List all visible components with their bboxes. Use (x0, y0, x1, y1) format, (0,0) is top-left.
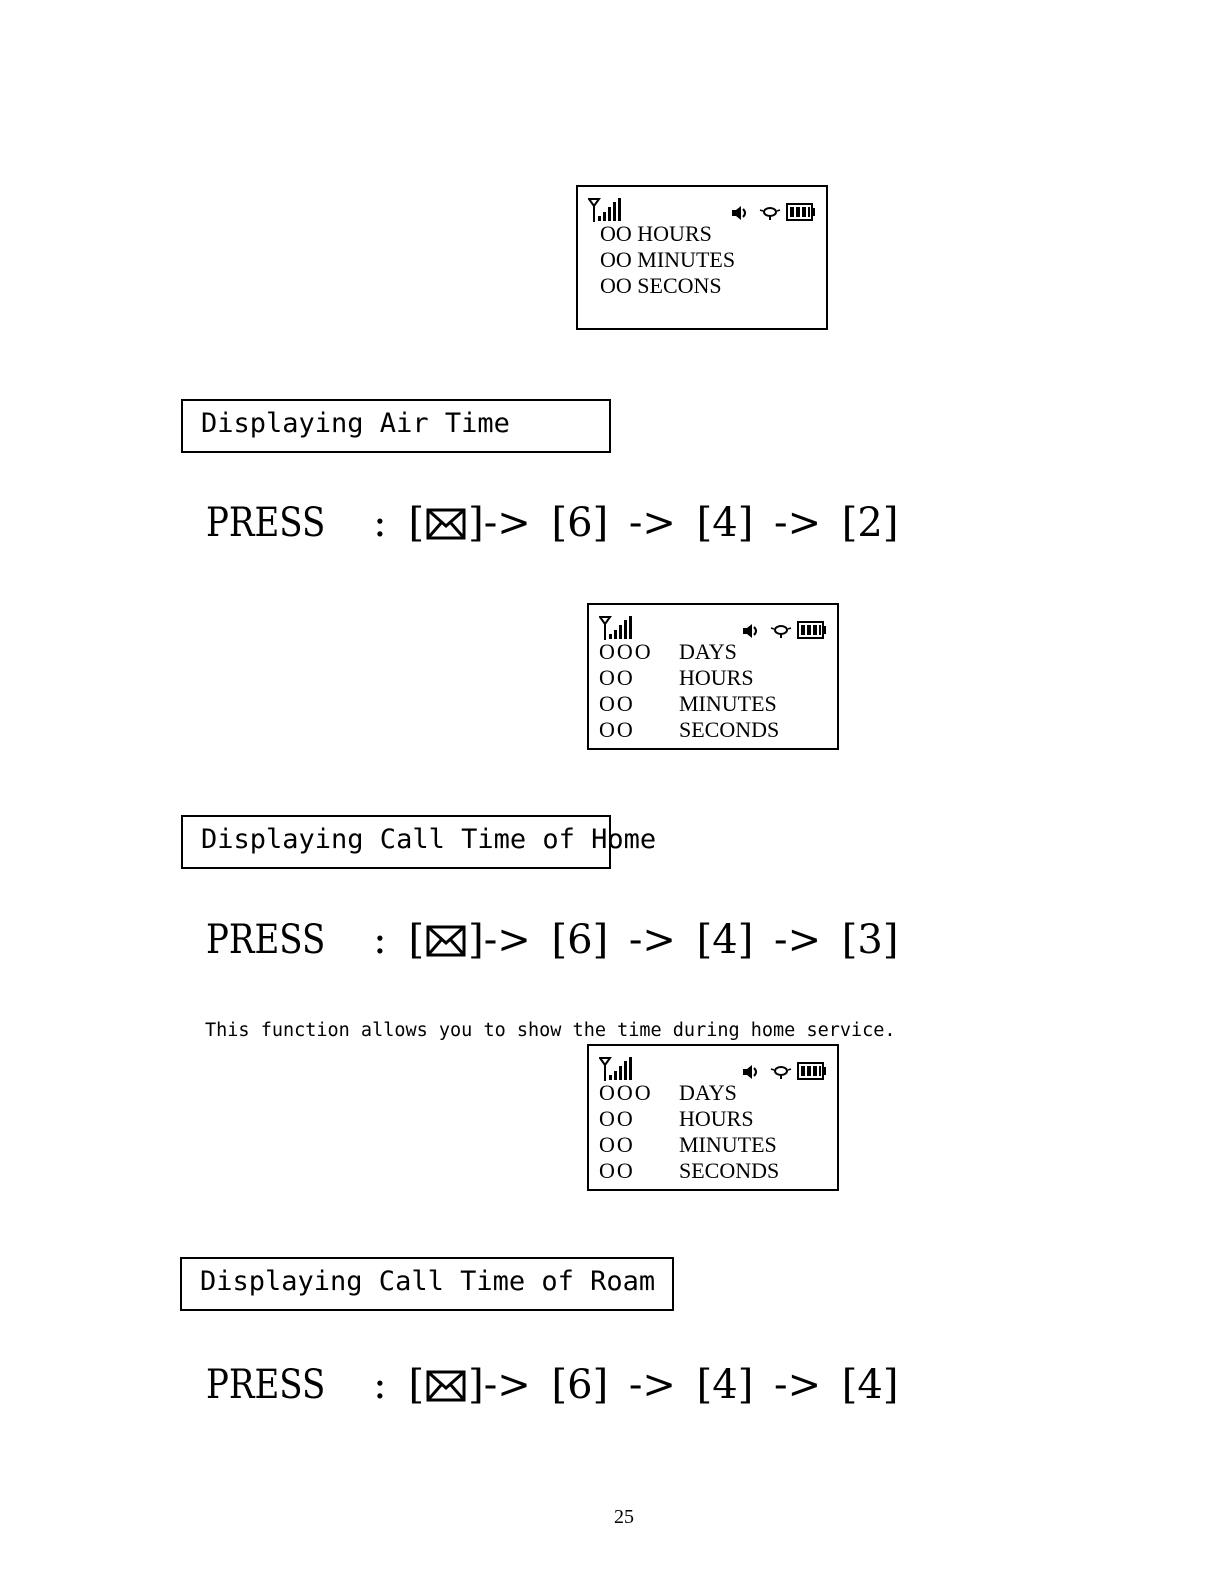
lcd-row-minutes (599, 691, 779, 717)
vibrate-icon (759, 205, 781, 221)
press-colon: : (373, 1362, 387, 1408)
section-title-air-time (181, 399, 611, 453)
press-arrow: -> (628, 917, 676, 963)
lcd-row-hours (599, 1106, 779, 1132)
lcd-row-seconds: OO SECONS (600, 273, 722, 298)
signal-strength-icon (599, 615, 639, 641)
section-title-roam-time (180, 1257, 674, 1311)
press-arrow: ]-> (468, 917, 531, 963)
battery-icon (797, 621, 827, 639)
lcd-rows (599, 639, 779, 743)
press-key-2: [2] (841, 500, 899, 546)
battery-icon (786, 203, 816, 221)
press-arrow: -> (774, 917, 822, 963)
lcd-row-seconds (599, 717, 779, 743)
page-number: 25 (614, 1506, 634, 1528)
lcd-row-minutes: OO MINUTES (600, 247, 736, 272)
press-label: PRESS (206, 1362, 326, 1408)
press-label: PRESS (206, 500, 326, 546)
lcd-status-bar (599, 1056, 827, 1082)
press-key-6: [6] (551, 500, 609, 546)
section-title-text: Displaying Call Time of Home (201, 824, 657, 855)
lcd-unit: HOURS (679, 1106, 754, 1131)
lcd-unit: SECONDS (679, 717, 780, 742)
lcd-value: OO (599, 691, 635, 716)
lcd-screen-air-time (576, 185, 828, 330)
lcd-row-minutes (599, 1132, 779, 1158)
speaker-icon (742, 623, 760, 639)
press-key-4: [4] (696, 500, 754, 546)
lcd-rows (599, 1080, 779, 1184)
lcd-unit: DAYS (679, 1080, 737, 1105)
press-arrow: -> (774, 1362, 822, 1408)
envelope-icon (426, 508, 466, 540)
lcd-value: OO (599, 1158, 635, 1183)
press-key-6: [6] (551, 1362, 609, 1408)
lcd-value: OO (599, 717, 635, 742)
lcd-unit: HOURS (679, 665, 754, 690)
section-title-text: Displaying Call Time of Roam (200, 1266, 656, 1297)
press-arrow: -> (774, 500, 822, 546)
lcd-unit: DAYS (679, 639, 737, 664)
press-key-4: [4] (841, 1362, 899, 1408)
lcd-rows (600, 221, 735, 299)
press-instruction-air-time (206, 500, 898, 546)
press-key-4: [4] (696, 1362, 754, 1408)
lcd-value: OOO (599, 639, 653, 664)
press-key-4: [4] (696, 917, 754, 963)
vibrate-icon (770, 1064, 792, 1080)
vibrate-icon (770, 623, 792, 639)
press-bracket-open: [ (408, 500, 425, 546)
lcd-status-icons (731, 201, 816, 227)
lcd-value: OO (599, 1132, 635, 1157)
press-arrow: ]-> (468, 1362, 531, 1408)
press-colon: : (373, 917, 387, 963)
lcd-value: OO (599, 665, 635, 690)
press-key-6: [6] (551, 917, 609, 963)
press-bracket-open: [ (408, 1362, 425, 1408)
press-bracket-open: [ (408, 917, 425, 963)
speaker-icon (731, 205, 749, 221)
lcd-status-bar (588, 197, 816, 223)
press-arrow: -> (628, 500, 676, 546)
press-label: PRESS (206, 917, 326, 963)
speaker-icon (742, 1064, 760, 1080)
lcd-value: OOO (599, 1080, 653, 1105)
lcd-value: OO (599, 1106, 635, 1131)
press-instruction-roam-time (206, 1362, 898, 1408)
press-key-3: [3] (841, 917, 899, 963)
function-description: This function allows you to show the time during home service. (205, 1020, 896, 1041)
lcd-screen-roam-time (587, 1044, 839, 1191)
lcd-screen-home-time (587, 603, 839, 750)
press-instruction-home-time (206, 917, 898, 963)
press-arrow: ]-> (468, 500, 531, 546)
lcd-row-days (599, 639, 779, 665)
lcd-row-seconds (599, 1158, 779, 1184)
section-title-home-time (181, 815, 657, 869)
envelope-icon (426, 1370, 466, 1402)
press-colon: : (373, 500, 387, 546)
lcd-unit: SECONDS (679, 1158, 780, 1183)
lcd-row-days (599, 1080, 779, 1106)
lcd-status-bar (599, 615, 827, 641)
press-arrow: -> (628, 1362, 676, 1408)
signal-strength-icon (599, 1056, 639, 1082)
lcd-row-hours (599, 665, 779, 691)
lcd-unit: MINUTES (679, 1132, 777, 1157)
lcd-unit: MINUTES (679, 691, 777, 716)
section-title-text: Displaying Air Time (201, 408, 510, 439)
envelope-icon (426, 925, 466, 957)
battery-icon (797, 1062, 827, 1080)
lcd-row-hours: OO HOURS (600, 221, 712, 246)
signal-strength-icon (588, 197, 628, 223)
